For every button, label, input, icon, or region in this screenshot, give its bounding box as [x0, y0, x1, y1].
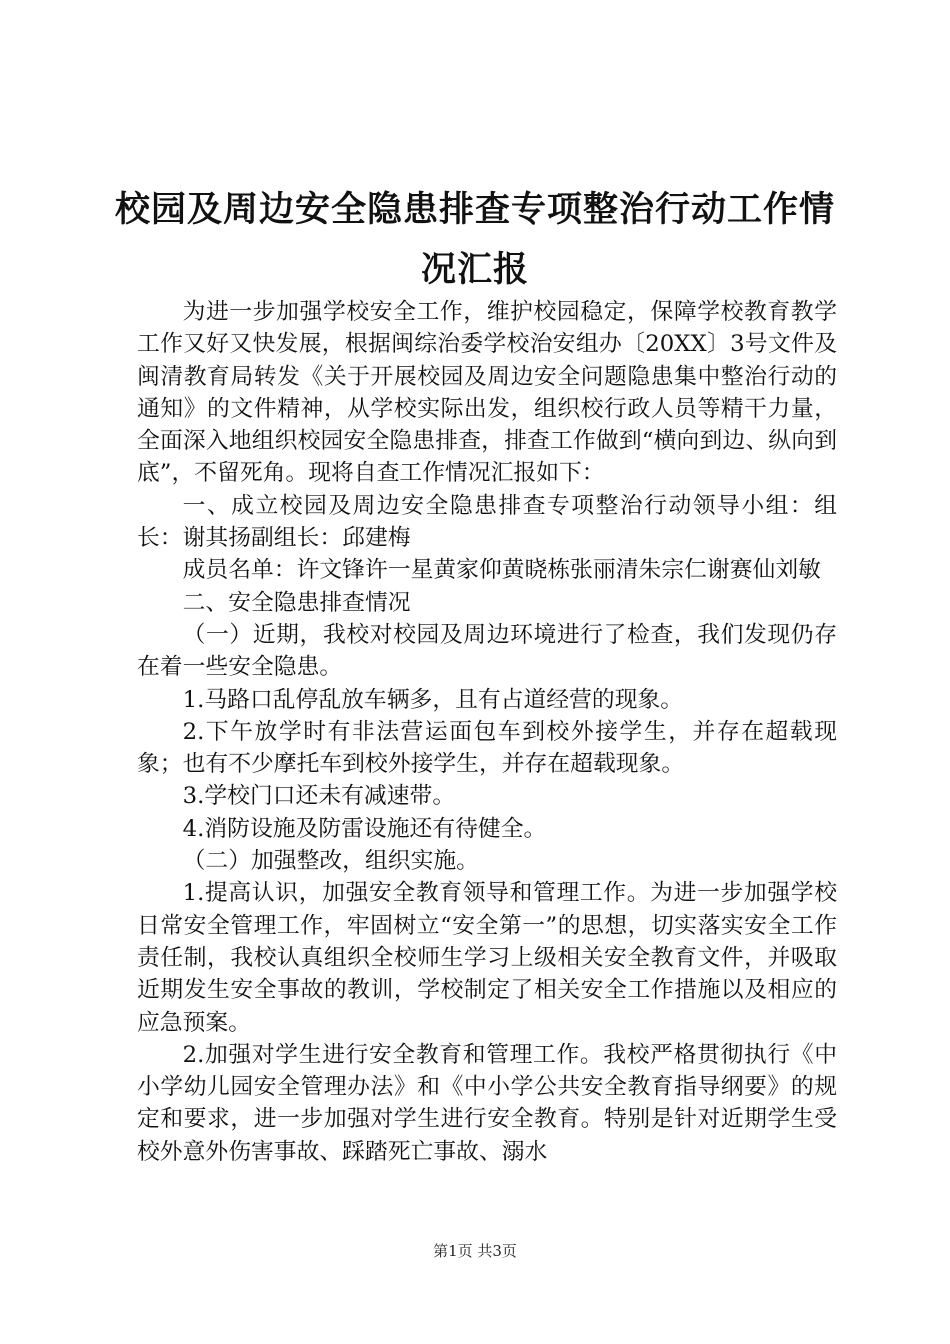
paragraph-intro: 为进一步加强学校安全工作，维护校园稳定，保障学校教育教学工作又好又快发展，根据闽综治委学校治安组办〔20XX〕3号文件及闽清教育局转发《关于开展校园及周边安全问题隐患集中整治行动的通知》的文件精神，从学校实际出发，组织校行政人员等精干力量，全面深入地组织校园安全隐患排查，排查工作做到“横向到边、纵向到底”，不留死角。现将自查工作情况汇报如下：: [137, 299, 837, 487]
paragraph-leadership-group: 一、成立校园及周边安全隐患排查专项整治行动领导小组：组长：谢其扬副组长：邱建梅: [137, 492, 837, 552]
paragraph-item-1: 1.马路口乱停乱放车辆多，且有占道经营的现象。: [182, 686, 684, 713]
document-body: [137, 296, 837, 1168]
page-number-footer: 第1页 共3页: [433, 1242, 517, 1260]
paragraph-subsection-2: （二）加强整改，组织实施。: [182, 848, 479, 875]
paragraph-item-4: 4.消防设施及防雷设施还有待健全。: [182, 815, 547, 842]
paragraph-subsection-1: （一）近期，我校对校园及周边环境进行了检查，我们发现仍存在着一些安全隐患。: [137, 621, 837, 681]
paragraph-item-2: 2.下午放学时有非法营运面包车到校外接学生，并存在超载现象；也有不少摩托车到校外接学生，并存在超载现象。: [137, 718, 837, 778]
section-heading-hazard-check: 二、安全隐患排查情况: [182, 589, 411, 616]
paragraph-measure-1: 1.提高认识，加强安全教育领导和管理工作。为进一步加强学校日常安全管理工作，牢固树立“安全第一”的思想，切实落实安全工作责任制，我校认真组织全校师生学习上级相关安全教育文件，并吸取近期发生安全事故的教训，学校制定了相关安全工作措施以及相应的应急预案。: [137, 880, 837, 1036]
paragraph-measure-2: 2.加强对学生进行安全教育和管理工作。我校严格贯彻执行《中小学幼儿园安全管理办法》和《中小学公共安全教育指导纲要》的规定和要求，进一步加强对学生进行安全教育。特别是针对近期学生受校外意外伤害事故、踩踏死亡事故、溺水: [137, 1041, 837, 1165]
document-title-line-2: 况汇报: [420, 250, 529, 290]
document-title-line-1: 校园及周边安全隐患排查专项整治行动工作情: [114, 190, 835, 230]
paragraph-item-3: 3.学校门口还未有减速带。: [182, 783, 456, 810]
paragraph-member-list: 成员名单：许文锋许一星黄家仰黄晓栋张丽清朱宗仁谢赛仙刘敏: [182, 557, 821, 584]
